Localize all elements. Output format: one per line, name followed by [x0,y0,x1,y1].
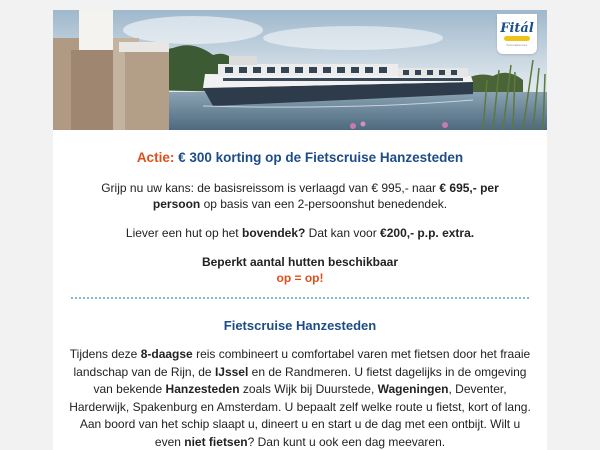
hero-image[interactable] [53,10,547,130]
desc-bold-3: Hanzesteden [165,382,240,396]
dotted-divider [71,297,529,299]
desc-text-1: Tijdens deze [69,347,141,361]
river-cruise-photo [53,10,547,130]
logo-swoosh-icon [504,36,530,41]
limited-line-2: op = op! [276,271,324,285]
desc-bold-5: niet fietsen [184,434,248,449]
offer-heading [53,150,547,165]
upper-deck-paragraph [53,225,547,241]
section-description [53,346,547,450]
offer-price-text-1: Grijp nu uw kans: de basisreissom is verlaagd van € 995,- naar [101,181,440,195]
newsletter-card [53,10,547,450]
desc-bold-2: IJssel [214,364,249,379]
upper-deck-text-2: Dat kan voor [305,226,381,240]
logo-wordmark: Fitál [500,20,534,36]
offer-price-text-2: op basis van een 2-persoonshut benedendek. [200,197,448,211]
desc-text-5: , Deventer, Harderwijk, Spakenburg en Amsterdam. U bepaalt zelf welke route u fietst, kort of lang. Aan boord van het schip slaapt u, dineert u en start u de dag met een ontbijt. Wilt u even [69,382,531,449]
desc-text-6: ? Dan kunt u ook een dag meevaren. [247,434,446,449]
offer-label: Actie: [136,150,175,165]
offer-title: € 300 korting op de Fietscruise Hanzesteden [178,150,464,165]
desc-bold-4: Wageningen [377,382,449,396]
section-title: Fietscruise Hanzesteden [223,318,377,333]
offer-content [53,130,547,450]
upper-deck-bold-2: €200,- p.p. extra. [380,226,475,240]
desc-text-3: en de Randmeren. U fietst dagelijks in de omgeving van bekende [93,364,527,396]
upper-deck-bold-1: bovendek? [241,226,306,240]
limited-line-1: Beperkt aantal hutten beschikbaar [201,255,399,269]
logo-subtext: fietsvakanties [506,42,528,47]
fital-logo[interactable] [497,14,537,54]
limited-availability [53,254,547,286]
desc-text-2: reis combineert u comfortabel varen met fietsen door het fraaie landschap van de Rijn, de [73,347,531,379]
desc-bold-1: 8-daagse [140,347,193,361]
offer-price-bold: € 695,- per persoon [152,181,499,211]
offer-price-paragraph [53,180,547,212]
desc-text-4: zoals Wijk bij Duurstede, [239,382,378,396]
upper-deck-text-1: Liever een hut op het [125,226,242,240]
